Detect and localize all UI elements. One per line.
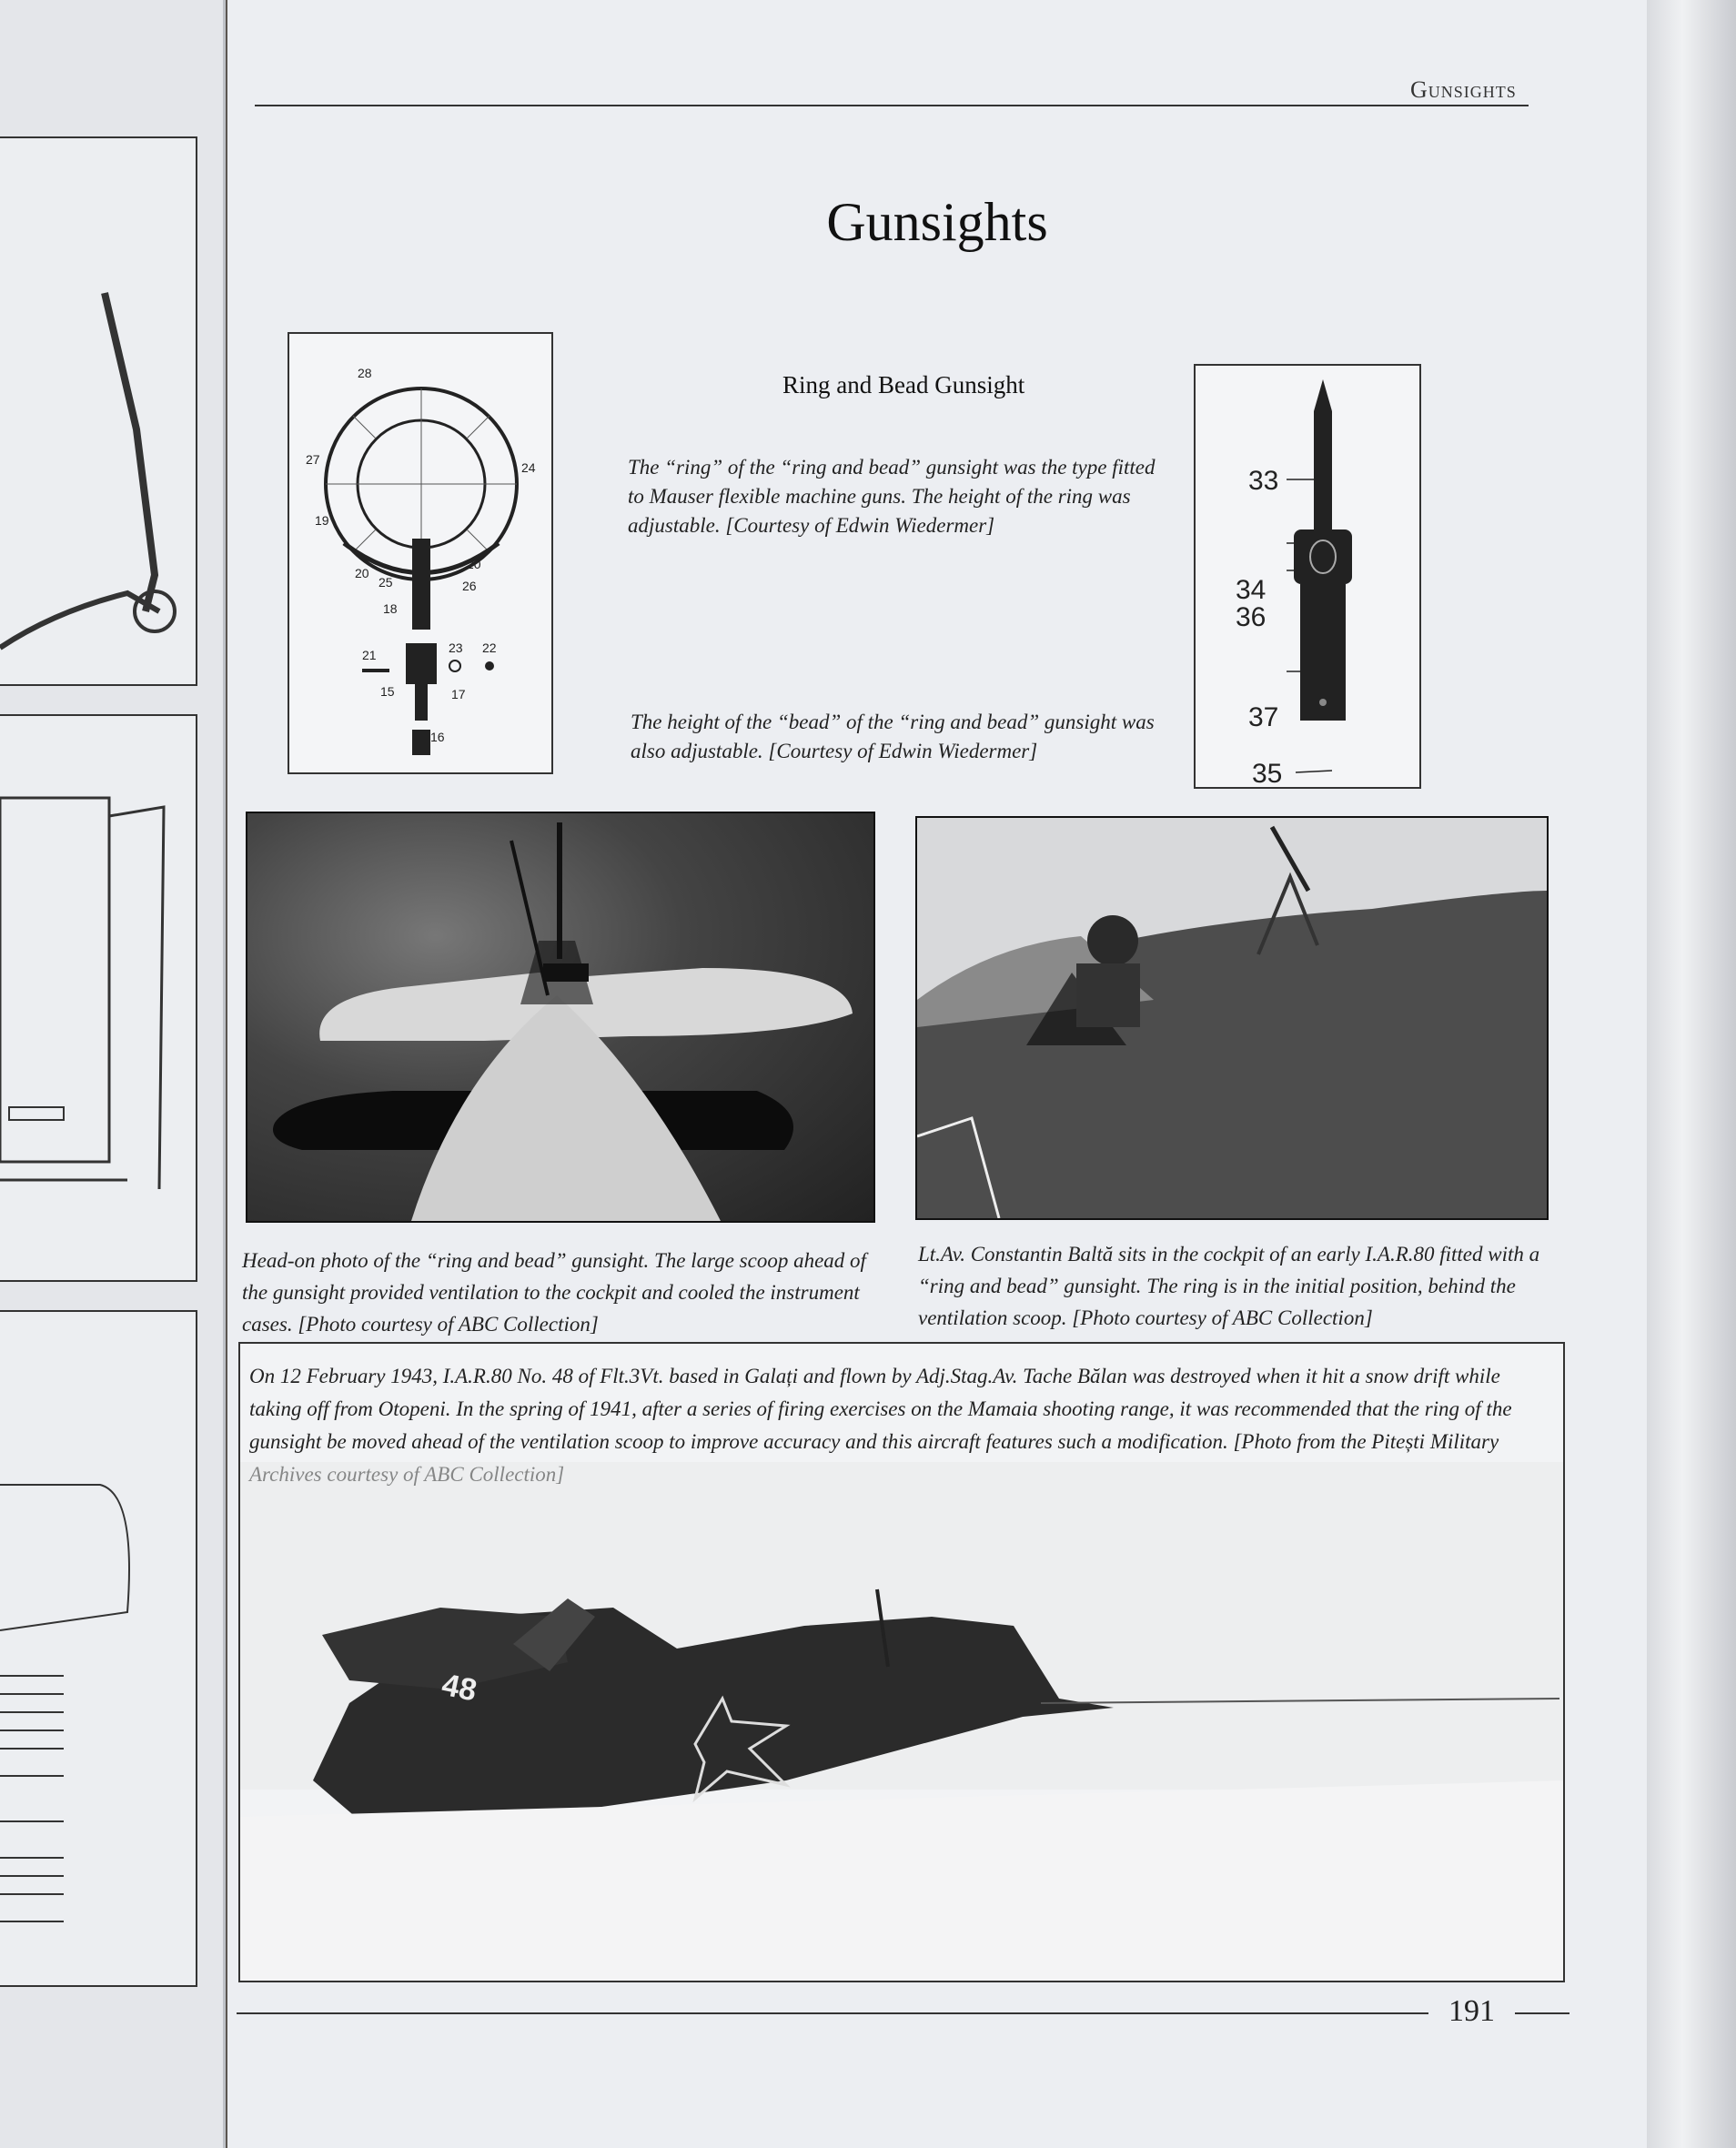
left-diagram-frame	[0, 136, 197, 686]
caption-bead: The height of the “bead” of the “ring and bead” gunsight was also adjustable. [Courtesy of Edwin Wiedermer]	[631, 711, 1155, 762]
left-page	[0, 0, 226, 2148]
caption-head-on: Head-on photo of the “ring and bead” gunsight. The large scoop ahead of the gunsight provided ventilation to the cockpit and cooled the instrument cases. [Photo courtesy of ABC Collection]	[242, 1249, 866, 1336]
ring-diagram	[289, 334, 551, 772]
left-parts-drawing	[0, 1312, 191, 1985]
ring-label: 20	[467, 557, 481, 571]
page-edge	[1647, 0, 1736, 2148]
photo-head-on	[246, 812, 875, 1223]
bead-label: 34	[1236, 575, 1267, 605]
head-on-aircraft	[247, 813, 873, 1221]
crashed-aircraft	[240, 1344, 1563, 1981]
ring-label: 21	[362, 648, 377, 662]
subhead-ring-and-bead: Ring and Bead Gunsight	[782, 371, 1025, 398]
bead-label: 36	[1236, 602, 1267, 632]
ring-diagram-frame	[288, 332, 553, 774]
ring-label: 26	[462, 579, 477, 593]
crash-photo-frame	[238, 1342, 1565, 1982]
ring-label: 16	[430, 730, 445, 744]
bead-label: 35	[1252, 759, 1283, 787]
ring-label: 22	[482, 640, 497, 655]
ring-label: 18	[383, 601, 398, 616]
page-title: Gunsights	[826, 192, 1048, 252]
caption-crash: On 12 February 1943, I.A.R.80 No. 48 of Flt.3Vt. based in Galați and flown by Adj.Stag.Av. Tache Bălan was destroyed when it hit a snow drift while taking off from Otopeni. In the spring of 1941, after a series of firing exercises on the Mamaia shooting range, it was recommended that the ring of the gunsight be moved ahead of the ventilation scoop to improve accuracy and this aircraft features such a modification. [Photo from the Pitești Military	[249, 1365, 1512, 1453]
cockpit-aircraft	[917, 818, 1547, 1218]
ring-label: 19	[315, 513, 329, 528]
header-rule	[255, 105, 1529, 106]
ring-label: 25	[378, 575, 393, 590]
ring-label: 28	[358, 366, 372, 380]
ring-label: 20	[355, 566, 369, 580]
page-number: 191	[1448, 1994, 1495, 2028]
photo-cockpit	[915, 816, 1549, 1220]
running-head: Gunsights	[1410, 76, 1517, 103]
bead-diagram-frame	[1194, 364, 1421, 789]
left-fuselage-frame	[0, 714, 197, 1282]
left-strut-drawing	[0, 138, 191, 684]
left-panel-drawing	[0, 716, 191, 1280]
bead-diagram	[1196, 366, 1419, 787]
right-page	[227, 0, 1647, 2148]
left-parts-frame	[0, 1310, 197, 1987]
caption-ring: The “ring” of the “ring and bead” gunsight was the type fitted to Mauser flexible machine guns. The height of the ring was adjustable. [Courtesy of Edwin Wiedermer]	[628, 456, 1156, 537]
footer-rule-left	[237, 2012, 1428, 2014]
caption-cockpit: Lt.Av. Constantin Baltă sits in the cockpit of an early I.A.R.80 fitted with a “ring and bead” gunsight. The ring is in the initial position, behind the ventilation scoop. [Photo courtesy of ABC Collection]	[918, 1243, 1540, 1329]
ring-label: 23	[449, 640, 463, 655]
aircraft-number: 48	[439, 1667, 480, 1709]
ring-label: 15	[380, 684, 395, 699]
footer-rule-right	[1515, 2012, 1569, 2014]
ring-label: 24	[521, 460, 536, 475]
ring-label: 17	[451, 687, 466, 701]
bead-label: 37	[1248, 702, 1279, 732]
ring-label: 27	[306, 452, 320, 467]
bead-label: 33	[1248, 466, 1279, 496]
